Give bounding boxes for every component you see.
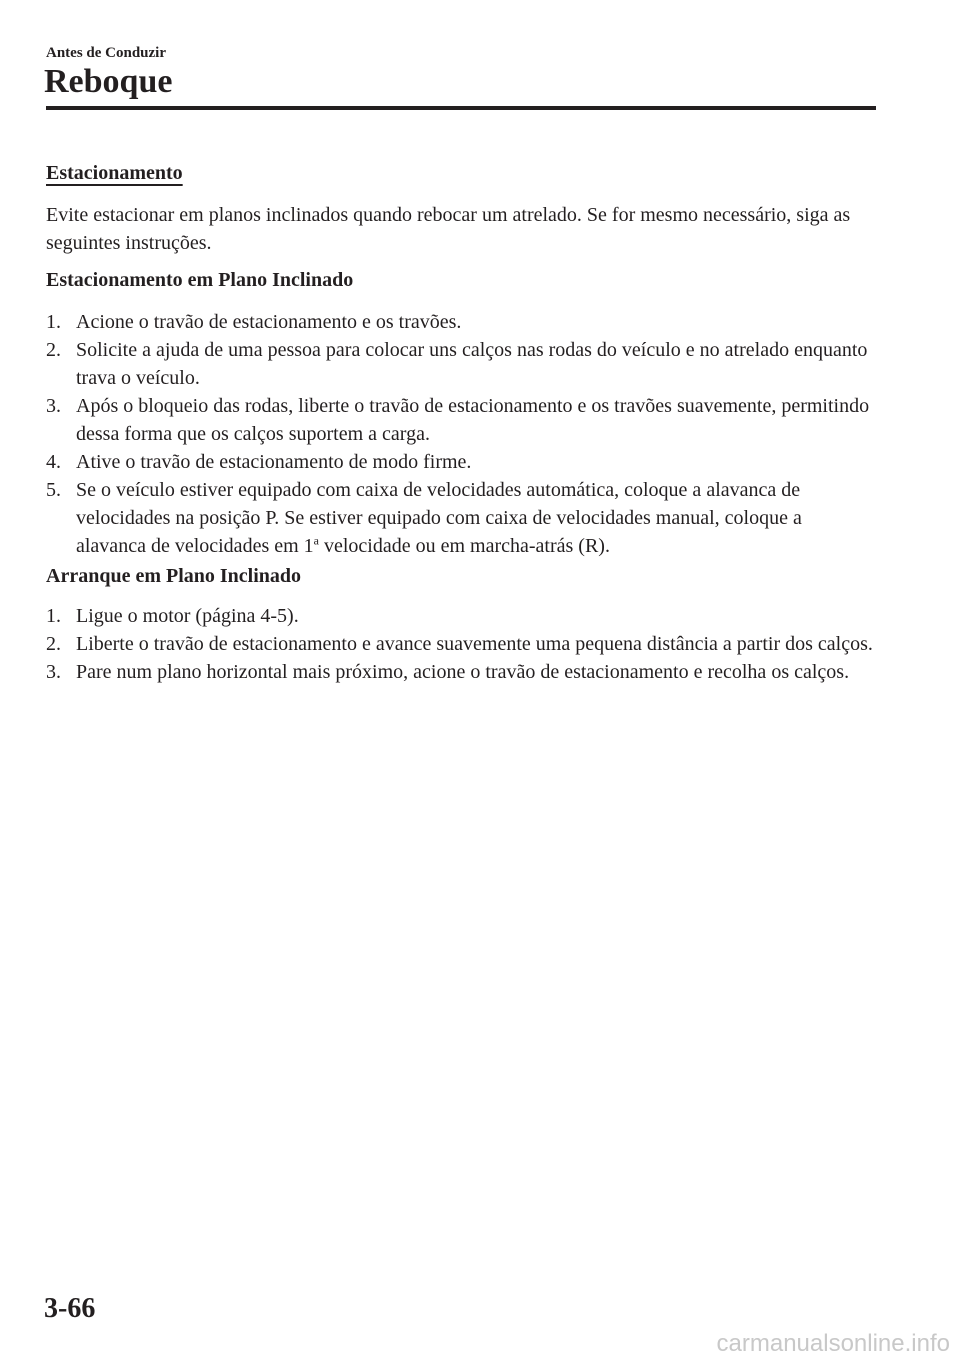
step-number: 3. [46, 395, 61, 417]
chapter-title: Antes de Conduzir [46, 45, 167, 61]
step-text-part: Se o veículo estiver equipado com caixa de velocidades automática, coloque a alavanca de velocidades na posição P. Se estiver equipado com caixa de velocidades manual, coloque a alavanca de velocidades em 1 [76, 479, 802, 557]
step-text: Ligue o motor (página 4-5). [76, 605, 299, 627]
step-text: Pare num plano horizontal mais próximo, acione o travão de estacionamento e recolha os calços. [76, 661, 850, 683]
subheading-estacionamento: Estacionamento [46, 162, 183, 184]
step-text: Acione o travão de estacionamento e os travões. [76, 311, 462, 333]
list-item [46, 448, 876, 476]
step-text: Solicite a ajuda de uma pessoa para colocar uns calços nas rodas do veículo e no atrelado enquanto trava o veículo. [76, 339, 868, 389]
page-number: 3-66 [44, 1293, 96, 1324]
list-item [46, 630, 876, 658]
step-number: 3. [46, 661, 61, 683]
step-text: Ative o travão de estacionamento de modo firme. [76, 451, 472, 473]
step-number: 1. [46, 311, 61, 333]
starting-hill-title: Arranque em Plano Inclinado [46, 565, 302, 587]
step-number: 2. [46, 339, 61, 361]
step-text: Liberte o travão de estacionamento e avance suavemente uma pequena distância a partir dos calços. [76, 633, 873, 655]
list-item [46, 308, 876, 336]
list-item [46, 336, 876, 392]
step-number: 5. [46, 479, 61, 501]
step-text-part: velocidade ou em marcha-atrás (R). [318, 535, 610, 557]
list-item [46, 602, 876, 630]
ordinal-indicator: a [313, 533, 319, 548]
section-title: Reboque [44, 63, 173, 100]
starting-hill-steps [46, 602, 876, 686]
step-number: 2. [46, 633, 61, 655]
parking-hill-title: Estacionamento em Plano Inclinado [46, 269, 354, 291]
list-item [46, 476, 876, 560]
list-item [46, 658, 876, 686]
list-item [46, 392, 876, 448]
step-number: 1. [46, 605, 61, 627]
watermark-text: carmanualsonline.info [716, 1330, 950, 1357]
header-divider [46, 106, 876, 110]
intro-paragraph: Evite estacionar em planos inclinados quando rebocar um atrelado. Se for mesmo necessário, siga as seguintes instruções. [46, 204, 851, 254]
step-number: 4. [46, 451, 61, 473]
step-text: Após o bloqueio das rodas, liberte o travão de estacionamento e os travões suavemente, permitindo dessa forma que os calços suportem a carga. [76, 395, 870, 445]
parking-hill-steps [46, 308, 876, 560]
